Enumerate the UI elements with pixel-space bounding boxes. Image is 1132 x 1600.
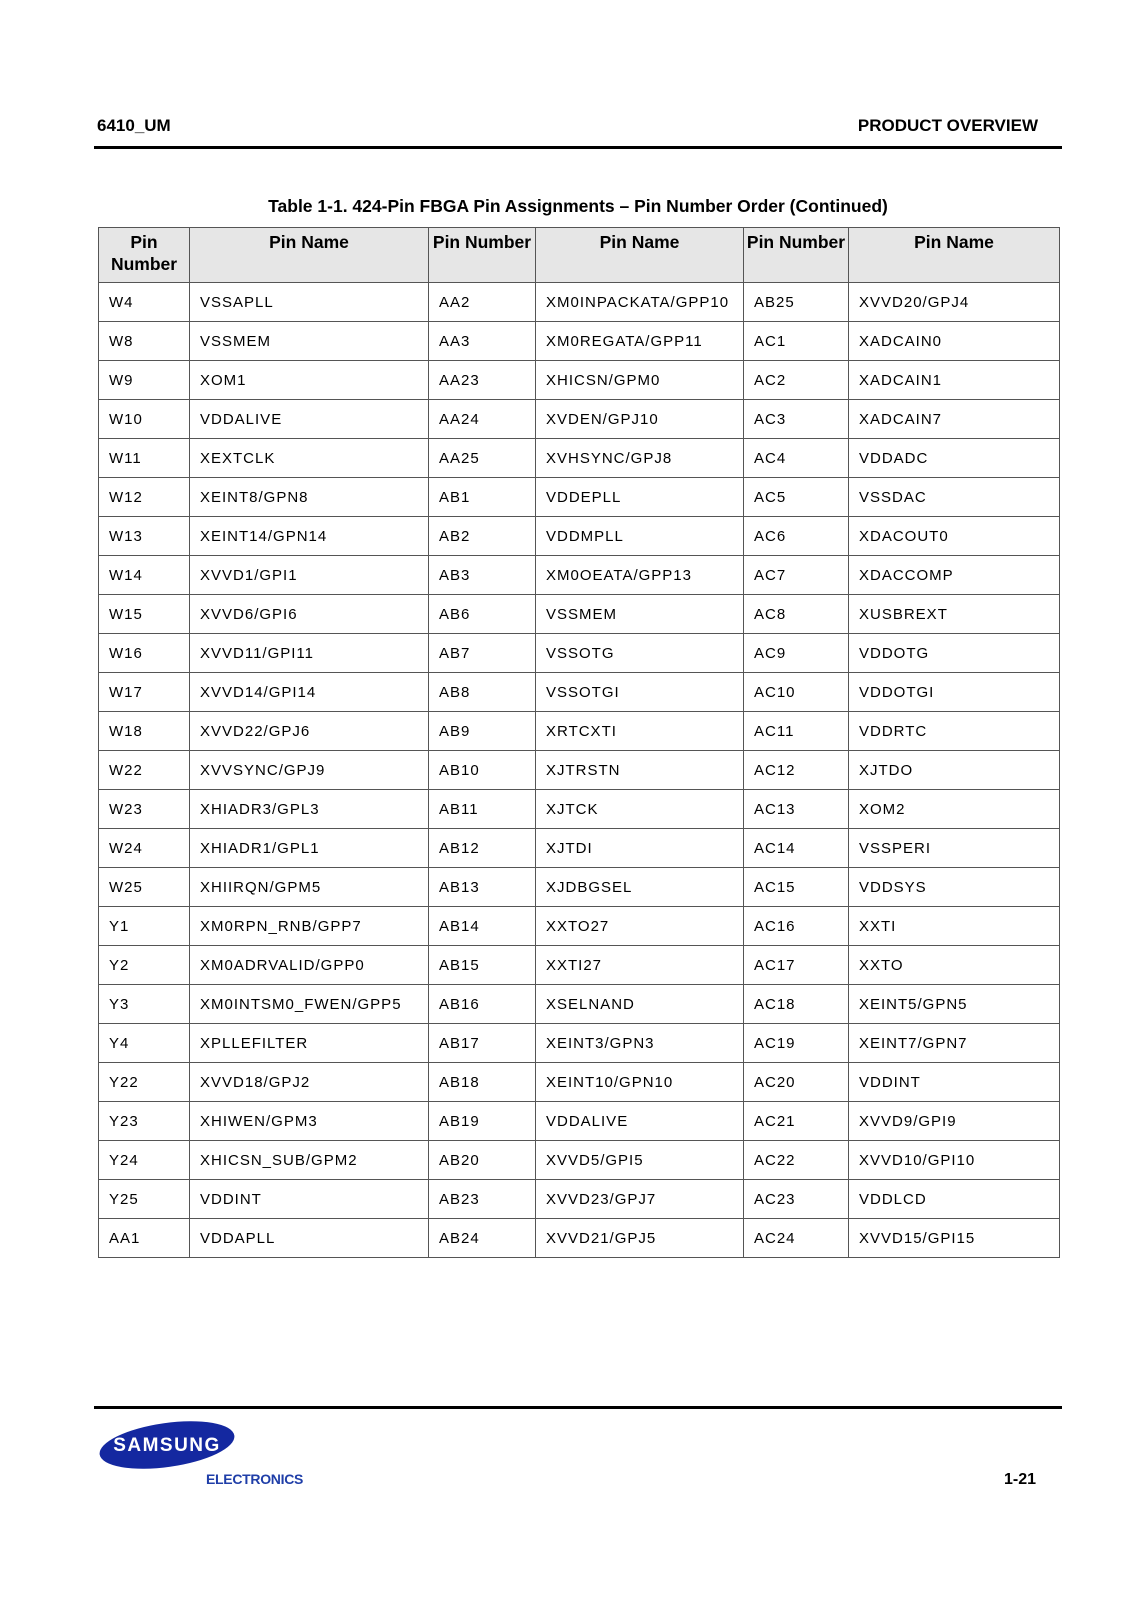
pin-number-cell: AB10 (429, 751, 536, 790)
pin-name-cell: XEXTCLK (190, 439, 429, 478)
pin-number-cell: W10 (99, 400, 190, 439)
pin-number-cell: W15 (99, 595, 190, 634)
table-row (99, 1102, 1060, 1141)
pin-name-cell: XVVD18/GPJ2 (190, 1063, 429, 1102)
pin-name-cell: XEINT3/GPN3 (536, 1024, 744, 1063)
pin-number-cell: W22 (99, 751, 190, 790)
pin-name-cell: XEINT10/GPN10 (536, 1063, 744, 1102)
logo-wordmark: SAMSUNG (113, 1435, 221, 1456)
pin-name-cell: VSSPERI (849, 829, 1060, 868)
pin-number-cell: AC1 (744, 322, 849, 361)
pin-number-cell: AC22 (744, 1141, 849, 1180)
pin-name-cell: VDDSYS (849, 868, 1060, 907)
table-row (99, 946, 1060, 985)
table-row (99, 595, 1060, 634)
pin-name-cell: XM0INPACKATA/GPP10 (536, 283, 744, 322)
pin-number-cell: AC21 (744, 1102, 849, 1141)
pin-name-cell: XEINT7/GPN7 (849, 1024, 1060, 1063)
pin-name-cell: XADCAIN0 (849, 322, 1060, 361)
pin-name-cell: XDACCOMP (849, 556, 1060, 595)
pin-number-cell: AC10 (744, 673, 849, 712)
pin-name-cell: XJTDO (849, 751, 1060, 790)
pin-name-cell: XVVD22/GPJ6 (190, 712, 429, 751)
pin-name-cell: XOM1 (190, 361, 429, 400)
pin-name-cell: VDDALIVE (536, 1102, 744, 1141)
pin-name-cell: XJTDI (536, 829, 744, 868)
pin-name-cell: XXTI (849, 907, 1060, 946)
pin-name-cell: VDDALIVE (190, 400, 429, 439)
pin-number-cell: AC20 (744, 1063, 849, 1102)
pin-name-cell: XM0OEATA/GPP13 (536, 556, 744, 595)
pin-number-cell: Y4 (99, 1024, 190, 1063)
table-row (99, 1024, 1060, 1063)
table-row (99, 1219, 1060, 1258)
pin-number-cell: AC8 (744, 595, 849, 634)
pin-name-cell: VDDMPLL (536, 517, 744, 556)
pin-number-cell: AC7 (744, 556, 849, 595)
pin-name-cell: XDACOUT0 (849, 517, 1060, 556)
table-row (99, 400, 1060, 439)
pin-number-cell: AC2 (744, 361, 849, 400)
table-row (99, 1180, 1060, 1219)
section-title: PRODUCT OVERVIEW (857, 116, 1038, 135)
pin-number-cell: W9 (99, 361, 190, 400)
table-body (99, 283, 1060, 1258)
pin-name-cell: XVHSYNC/GPJ8 (536, 439, 744, 478)
pin-name-cell: XVVSYNC/GPJ9 (190, 751, 429, 790)
pin-number-cell: AA2 (429, 283, 536, 322)
table-row (99, 322, 1060, 361)
pin-name-cell: XVVD1/GPI1 (190, 556, 429, 595)
pin-name-cell: VDDAPLL (190, 1219, 429, 1258)
pin-name-cell: XVVD15/GPI15 (849, 1219, 1060, 1258)
pin-name-cell: XJDBGSEL (536, 868, 744, 907)
pin-number-cell: W23 (99, 790, 190, 829)
pin-number-cell: AA24 (429, 400, 536, 439)
pin-number-cell: Y23 (99, 1102, 190, 1141)
pin-number-cell: AB8 (429, 673, 536, 712)
pin-number-cell: W17 (99, 673, 190, 712)
pin-number-cell: AB25 (744, 283, 849, 322)
column-header: Pin Number (99, 228, 190, 283)
table-row (99, 712, 1060, 751)
pin-number-cell: AB2 (429, 517, 536, 556)
pin-name-cell: XJTCK (536, 790, 744, 829)
pin-number-cell: Y25 (99, 1180, 190, 1219)
pin-number-cell: Y1 (99, 907, 190, 946)
pin-number-cell: AB13 (429, 868, 536, 907)
pin-number-cell: W12 (99, 478, 190, 517)
pin-number-cell: AB11 (429, 790, 536, 829)
pin-name-cell: XXTO27 (536, 907, 744, 946)
pin-name-cell: XVVD11/GPI11 (190, 634, 429, 673)
header-divider (94, 146, 1062, 149)
pin-number-cell: AB12 (429, 829, 536, 868)
pin-number-cell: W4 (99, 283, 190, 322)
pin-number-cell: W11 (99, 439, 190, 478)
footer-divider (94, 1406, 1062, 1409)
pin-name-cell: XEINT8/GPN8 (190, 478, 429, 517)
pin-number-cell: AB19 (429, 1102, 536, 1141)
pin-number-cell: AB20 (429, 1141, 536, 1180)
pin-number-cell: AB16 (429, 985, 536, 1024)
table-row (99, 517, 1060, 556)
pin-number-cell: Y24 (99, 1141, 190, 1180)
pin-name-cell: XEINT5/GPN5 (849, 985, 1060, 1024)
table-row (99, 556, 1060, 595)
table-row (99, 634, 1060, 673)
pin-number-cell: AB14 (429, 907, 536, 946)
pin-name-cell: XM0REGATA/GPP11 (536, 322, 744, 361)
pin-number-cell: AB15 (429, 946, 536, 985)
pin-name-cell: XHIADR3/GPL3 (190, 790, 429, 829)
pin-name-cell: XHIIRQN/GPM5 (190, 868, 429, 907)
pin-number-cell: W16 (99, 634, 190, 673)
pin-name-cell: XUSBREXT (849, 595, 1060, 634)
pin-number-cell: AB23 (429, 1180, 536, 1219)
pin-number-cell: AC16 (744, 907, 849, 946)
pin-number-cell: AC17 (744, 946, 849, 985)
pin-name-cell: XM0RPN_RNB/GPP7 (190, 907, 429, 946)
pin-number-cell: AC15 (744, 868, 849, 907)
pin-name-cell: XVVD6/GPI6 (190, 595, 429, 634)
pin-name-cell: VDDOTGI (849, 673, 1060, 712)
pin-number-cell: W14 (99, 556, 190, 595)
pin-assignment-table (98, 227, 1060, 1258)
pin-name-cell: VDDINT (190, 1180, 429, 1219)
pin-name-cell: XOM2 (849, 790, 1060, 829)
pin-name-cell: VDDINT (849, 1063, 1060, 1102)
document-id: 6410_UM (97, 116, 171, 135)
pin-number-cell: AB18 (429, 1063, 536, 1102)
column-header: Pin Name (190, 228, 429, 283)
pin-number-cell: AC19 (744, 1024, 849, 1063)
pin-number-cell: AC6 (744, 517, 849, 556)
column-header: Pin Name (849, 228, 1060, 283)
pin-name-cell: XXTO (849, 946, 1060, 985)
pin-number-cell: AA23 (429, 361, 536, 400)
pin-name-cell: VDDRTC (849, 712, 1060, 751)
pin-number-cell: AC24 (744, 1219, 849, 1258)
pin-number-cell: AC5 (744, 478, 849, 517)
pin-number-cell: AB7 (429, 634, 536, 673)
pin-number-cell: AB1 (429, 478, 536, 517)
pin-name-cell: XADCAIN1 (849, 361, 1060, 400)
table-row (99, 751, 1060, 790)
pin-name-cell: XVVD21/GPJ5 (536, 1219, 744, 1258)
table-row (99, 361, 1060, 400)
pin-number-cell: AB3 (429, 556, 536, 595)
pin-number-cell: AC13 (744, 790, 849, 829)
pin-number-cell: AC3 (744, 400, 849, 439)
logo-subtext: ELECTRONICS (206, 1471, 304, 1487)
pin-name-cell: XJTRSTN (536, 751, 744, 790)
table-row (99, 283, 1060, 322)
table-row (99, 868, 1060, 907)
pin-name-cell: VSSOTG (536, 634, 744, 673)
pin-name-cell: XVVD23/GPJ7 (536, 1180, 744, 1219)
table-header-row (99, 228, 1060, 283)
pin-name-cell: VDDEPLL (536, 478, 744, 517)
pin-name-cell: VSSDAC (849, 478, 1060, 517)
pin-name-cell: VSSOTGI (536, 673, 744, 712)
pin-number-cell: AC14 (744, 829, 849, 868)
pin-name-cell: XHICSN/GPM0 (536, 361, 744, 400)
column-header: Pin Number (744, 228, 849, 283)
pin-name-cell: XHIWEN/GPM3 (190, 1102, 429, 1141)
pin-number-cell: AC11 (744, 712, 849, 751)
table-row (99, 790, 1060, 829)
pin-name-cell: VSSMEM (536, 595, 744, 634)
pin-number-cell: W24 (99, 829, 190, 868)
pin-name-cell: XVVD14/GPI14 (190, 673, 429, 712)
pin-name-cell: XVVD20/GPJ4 (849, 283, 1060, 322)
pin-number-cell: W25 (99, 868, 190, 907)
pin-name-cell: XXTI27 (536, 946, 744, 985)
pin-number-cell: W13 (99, 517, 190, 556)
pin-number-cell: Y22 (99, 1063, 190, 1102)
pin-name-cell: XM0INTSM0_FWEN/GPP5 (190, 985, 429, 1024)
pin-number-cell: AC12 (744, 751, 849, 790)
pin-number-cell: AA3 (429, 322, 536, 361)
pin-name-cell: XVVD9/GPI9 (849, 1102, 1060, 1141)
pin-name-cell: XHICSN_SUB/GPM2 (190, 1141, 429, 1180)
pin-number-cell: AA1 (99, 1219, 190, 1258)
pin-name-cell: XPLLEFILTER (190, 1024, 429, 1063)
pin-number-cell: AB24 (429, 1219, 536, 1258)
pin-number-cell: AC9 (744, 634, 849, 673)
column-header: Pin Name (536, 228, 744, 283)
pin-number-cell: AC18 (744, 985, 849, 1024)
pin-name-cell: VDDOTG (849, 634, 1060, 673)
pin-number-cell: AC4 (744, 439, 849, 478)
pin-number-cell: W8 (99, 322, 190, 361)
pin-number-cell: AB17 (429, 1024, 536, 1063)
pin-number-cell: AB9 (429, 712, 536, 751)
pin-name-cell: XSELNAND (536, 985, 744, 1024)
pin-number-cell: AB6 (429, 595, 536, 634)
pin-name-cell: XVDEN/GPJ10 (536, 400, 744, 439)
pin-number-cell: AC23 (744, 1180, 849, 1219)
table-row (99, 673, 1060, 712)
table-row (99, 829, 1060, 868)
table-row (99, 1141, 1060, 1180)
pin-name-cell: VDDADC (849, 439, 1060, 478)
table-row (99, 439, 1060, 478)
pin-name-cell: XVVD5/GPI5 (536, 1141, 744, 1180)
table-row (99, 1063, 1060, 1102)
column-header: Pin Number (429, 228, 536, 283)
table-caption: Table 1-1. 424-Pin FBGA Pin Assignments – Pin Number Order (Continued) (268, 196, 888, 216)
pin-number-cell: Y3 (99, 985, 190, 1024)
pin-name-cell: VDDLCD (849, 1180, 1060, 1219)
pin-name-cell: VSSAPLL (190, 283, 429, 322)
pin-number-cell: W18 (99, 712, 190, 751)
table-row (99, 478, 1060, 517)
table-row (99, 985, 1060, 1024)
pin-number-cell: Y2 (99, 946, 190, 985)
pin-name-cell: XRTCXTI (536, 712, 744, 751)
pin-name-cell: XEINT14/GPN14 (190, 517, 429, 556)
pin-name-cell: XHIADR1/GPL1 (190, 829, 429, 868)
page-number: 1-21 (1003, 1471, 1036, 1488)
pin-name-cell: VSSMEM (190, 322, 429, 361)
pin-number-cell: AA25 (429, 439, 536, 478)
pin-name-cell: XM0ADRVALID/GPP0 (190, 946, 429, 985)
samsung-logo (97, 1418, 237, 1472)
table-row (99, 907, 1060, 946)
pin-name-cell: XVVD10/GPI10 (849, 1141, 1060, 1180)
pin-name-cell: XADCAIN7 (849, 400, 1060, 439)
